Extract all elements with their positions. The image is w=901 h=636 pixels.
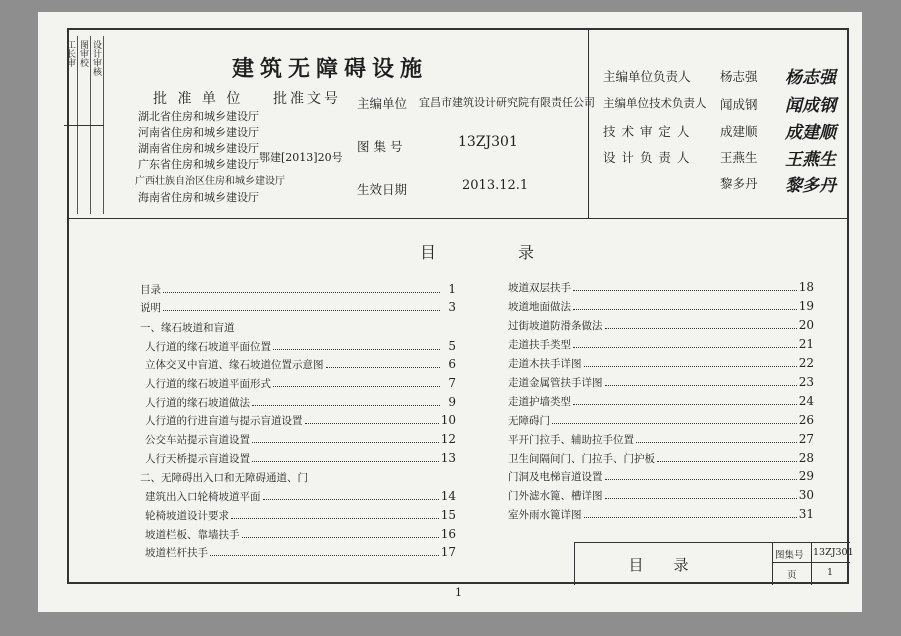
approval-doc-number: 鄂建[2013]20号	[259, 151, 343, 164]
signature: 黎多丹	[785, 176, 836, 196]
toc-entry[interactable]: 走道护墙类型 24	[508, 394, 814, 408]
approval-unit: 湖南省住房和城乡建设厅	[138, 142, 259, 155]
toc-heading-right: 录	[518, 243, 535, 262]
approval-unit: 广东省住房和城乡建设厅	[138, 158, 259, 171]
toc-heading-left: 目	[420, 243, 437, 262]
divider	[68, 218, 848, 219]
person-name: 王燕生	[720, 150, 758, 165]
stamp-text: 工长审	[65, 40, 75, 67]
toc-entry[interactable]: 室外雨水篦详图 31	[508, 507, 814, 521]
person-name: 成建顺	[720, 124, 758, 139]
toc-entry[interactable]: 门洞及电梯盲道设置 29	[508, 469, 814, 483]
signature: 闻成钢	[785, 96, 836, 116]
stamp-text: 图审校	[78, 40, 88, 67]
toc-entry[interactable]: 门外滤水篦、槽详图 30	[508, 488, 814, 502]
stamp-text: 设计审核	[91, 40, 101, 76]
toc-entry[interactable]: 人行道的缘石坡道做法 9	[145, 395, 456, 409]
person-name: 黎多丹	[720, 176, 758, 191]
approval-unit: 海南省住房和城乡建设厅	[138, 191, 259, 204]
toc-entry[interactable]: 人行道的缘石坡道平面位置 5	[145, 339, 456, 353]
title-block-page-no: 1	[827, 567, 834, 578]
toc-entry[interactable]: 走道扶手类型 21	[508, 337, 814, 351]
toc-entry[interactable]: 公交车站提示盲道设置 12	[145, 432, 456, 446]
toc-entry[interactable]: 无障碍门 26	[508, 413, 814, 427]
person-name: 闻成钢	[720, 97, 758, 112]
toc-entry[interactable]: 卫生间隔间门、门拉手、门护板 28	[508, 451, 814, 465]
toc-entry[interactable]: 坡道双层扶手 18	[508, 280, 814, 294]
toc-section: 一、缘石坡道和盲道	[140, 322, 235, 334]
signature: 杨志强	[785, 68, 836, 88]
approval-unit: 广西壮族自治区住房和城乡建设厅	[135, 176, 285, 187]
editor-unit-label: 主编单位	[357, 96, 408, 111]
approval-unit-label: 批 准 单 位	[153, 91, 244, 107]
toc-entry[interactable]: 人行道的行进盲道与提示盲道设置 10	[145, 413, 456, 427]
toc-entry[interactable]: 坡道栏杆扶手 17	[145, 545, 456, 559]
toc-entry[interactable]: 立体交叉中盲道、缘石坡道位置示意图 6	[145, 357, 456, 371]
person-role: 主编单位负责人	[603, 69, 691, 84]
editor-unit: 宜昌市建筑设计研究院有限责任公司	[419, 96, 595, 109]
toc-entry[interactable]: 坡道地面做法 19	[508, 299, 814, 313]
toc-entry[interactable]: 坡道栏板、靠墙扶手 16	[145, 527, 456, 541]
title-block-page-label: 页	[787, 570, 797, 581]
signature: 王燕生	[785, 150, 836, 170]
atlas-no-label: 图 集 号	[357, 139, 403, 154]
toc-entry[interactable]: 平开门拉手、辅助拉手位置 27	[508, 432, 814, 446]
person-role: 设 计 负 责 人	[603, 150, 691, 165]
toc-entry[interactable]: 目录 1	[140, 282, 456, 296]
toc-entry[interactable]: 过街坡道防滑条做法 20	[508, 318, 814, 332]
toc-entry[interactable]: 轮椅坡道设计要求 15	[145, 508, 456, 522]
effective-date-label: 生效日期	[357, 182, 408, 197]
toc-entry[interactable]: 建筑出入口轮椅坡道平面 14	[145, 489, 456, 503]
approval-unit: 湖北省住房和城乡建设厅	[138, 110, 259, 123]
approval-unit: 河南省住房和城乡建设厅	[138, 126, 259, 139]
person-name: 杨志强	[720, 69, 758, 84]
toc-entry[interactable]: 人行道的缘石坡道平面形式 7	[145, 376, 456, 390]
toc-entry[interactable]: 说明 3	[140, 300, 456, 314]
page-number: 1	[455, 586, 462, 599]
divider	[588, 29, 589, 219]
atlas-no: 13ZJ301	[458, 134, 518, 150]
title-block-atlas-label: 图集号	[775, 550, 804, 561]
title-block-atlas-no: 13ZJ301	[813, 547, 854, 558]
toc-section: 二、无障碍出入口和无障碍通道、门	[140, 472, 308, 484]
title-block-name: 目录	[628, 555, 719, 574]
signature: 成建顺	[785, 123, 836, 143]
toc-entry[interactable]: 人行天桥提示盲道设置 13	[145, 451, 456, 465]
toc-entry[interactable]: 走道木扶手详图 22	[508, 356, 814, 370]
page-title: 建筑无障碍设施	[232, 56, 429, 82]
person-role: 技 术 审 定 人	[603, 124, 691, 139]
person-role: 主编单位技术负责人	[603, 96, 707, 110]
title-block	[574, 542, 854, 585]
approval-doc-label: 批准文号	[273, 91, 341, 107]
toc-entry[interactable]: 走道金属管扶手详图 23	[508, 375, 814, 389]
effective-date: 2013.12.1	[462, 178, 529, 193]
